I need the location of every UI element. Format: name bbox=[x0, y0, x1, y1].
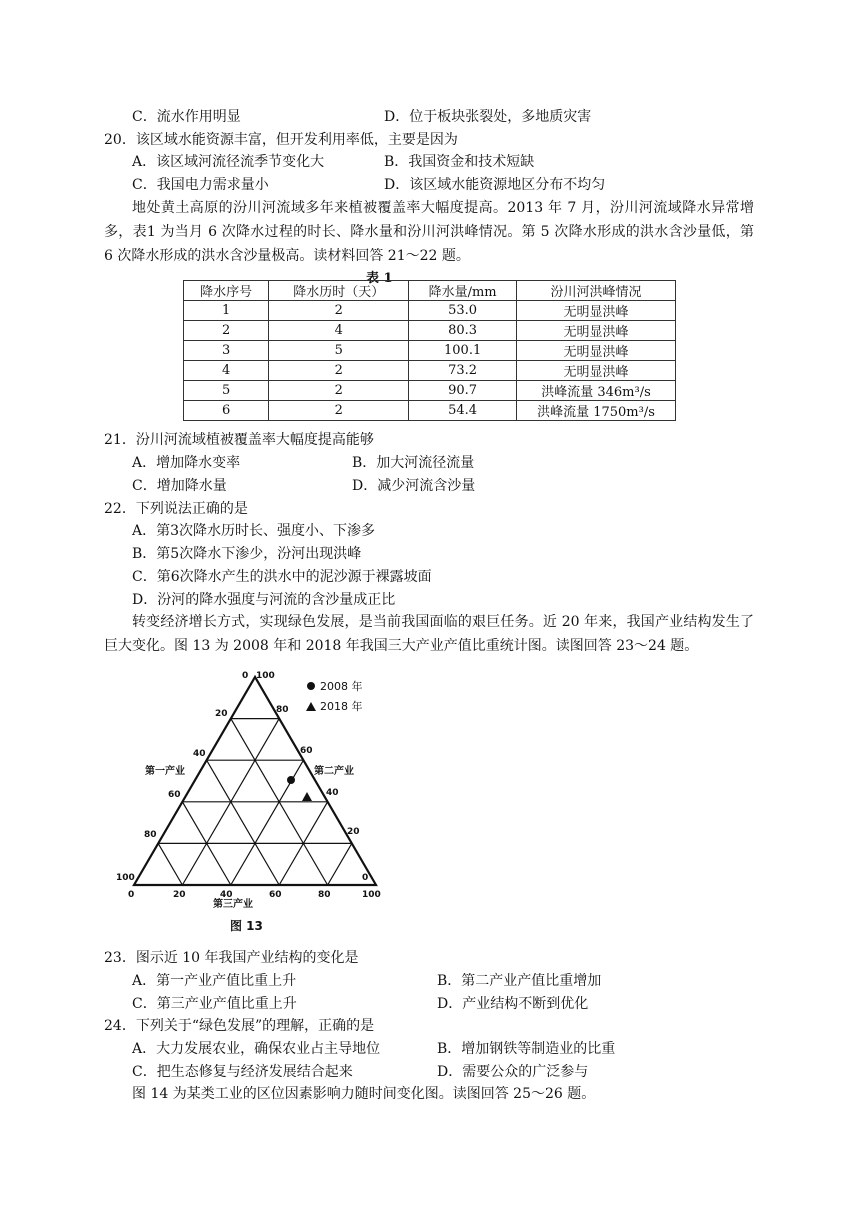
table-cell: 4 bbox=[269, 321, 409, 341]
table-header-cell: 汾川河洪峰情况 bbox=[517, 281, 676, 301]
q24-option-c: C．把生态修复与经济发展结合起来 bbox=[132, 1064, 353, 1080]
table-cell: 2 bbox=[269, 361, 409, 381]
label-tertiary-industry: 第三产业 bbox=[213, 899, 253, 910]
tick-bottom-100: 100 bbox=[362, 890, 381, 900]
table-cell: 100.1 bbox=[409, 341, 517, 361]
table-header-cell: 降水序号 bbox=[184, 281, 269, 301]
table-cell: 53.0 bbox=[409, 301, 517, 321]
point-2008 bbox=[287, 776, 295, 784]
q24-option-a: A．大力发展农业，确保农业占主导地位 bbox=[132, 1041, 381, 1057]
legend-marker-2008 bbox=[307, 682, 315, 690]
tick-left-100: 100 bbox=[116, 873, 135, 883]
table-cell: 4 bbox=[184, 361, 269, 381]
tick-right-0: 0 bbox=[362, 873, 369, 883]
q21-option-a: A．增加降水变率 bbox=[132, 455, 241, 471]
tick-right-80: 80 bbox=[276, 705, 289, 715]
table1 bbox=[183, 280, 676, 421]
table-cell: 无明显洪峰 bbox=[517, 321, 676, 341]
table1-caption: 表 1 bbox=[366, 271, 393, 286]
label-primary-industry: 第一产业 bbox=[145, 766, 185, 777]
legend-2018: 2018 年 bbox=[320, 700, 363, 713]
tick-left-80: 80 bbox=[144, 830, 157, 840]
table-cell: 1 bbox=[184, 301, 269, 321]
q20-option-a: A．该区域河流径流季节变化大 bbox=[132, 154, 325, 170]
table-cell: 3 bbox=[184, 341, 269, 361]
tick-bottom-0: 0 bbox=[128, 890, 135, 900]
tick-left-40: 40 bbox=[193, 749, 206, 759]
q22-option-c: C．第6次降水产生的洪水中的泥沙源于裸露坡面 bbox=[132, 569, 432, 585]
table-cell: 2 bbox=[269, 381, 409, 401]
q24-stem: 24．下列关于“绿色发展”的理解，正确的是 bbox=[104, 1018, 375, 1034]
q24-option-b: B．增加钢铁等制造业的比重 bbox=[437, 1041, 616, 1057]
q20-stem: 20．该区域水能资源丰富，但开发利用率低，主要是因为 bbox=[104, 132, 458, 148]
q23-option-a: A．第一产业产值比重上升 bbox=[132, 973, 297, 989]
table-cell: 2 bbox=[184, 321, 269, 341]
table-row bbox=[184, 341, 676, 361]
passage-figure14-intro: 图 14 为某类工业的区位因素影响力随时间变化图。读图回答 25～26 题。 bbox=[132, 1086, 596, 1102]
table-cell: 无明显洪峰 bbox=[517, 341, 676, 361]
q23-option-c: C．第三产业产值比重上升 bbox=[132, 996, 297, 1012]
table-cell: 洪峰流量 1750m³/s bbox=[517, 401, 676, 421]
table-cell: 6 bbox=[184, 401, 269, 421]
tick-bottom-40: 40 bbox=[220, 890, 233, 900]
table-cell: 54.4 bbox=[409, 401, 517, 421]
q20-option-b: B．我国资金和技术短缺 bbox=[384, 154, 535, 170]
q21-option-c: C．增加降水量 bbox=[132, 478, 227, 494]
table-cell: 洪峰流量 346m³/s bbox=[517, 381, 676, 401]
q19-option-c: C．流水作用明显 bbox=[132, 109, 241, 125]
table-cell: 90.7 bbox=[409, 381, 517, 401]
figure13-ternary-chart bbox=[110, 665, 390, 935]
figure13-caption: 图 13 bbox=[230, 919, 263, 933]
table-cell: 80.3 bbox=[409, 321, 517, 341]
q22-stem: 22．下列说法正确的是 bbox=[104, 501, 248, 517]
table-header-row bbox=[184, 281, 676, 301]
table-cell: 2 bbox=[269, 301, 409, 321]
table-row bbox=[184, 361, 676, 381]
tick-left-0: 0 bbox=[242, 671, 249, 681]
point-2018 bbox=[302, 792, 312, 801]
q23-stem: 23．图示近 10 年我国产业结构的变化是 bbox=[104, 950, 359, 966]
q23-option-b: B．第二产业产值比重增加 bbox=[437, 973, 602, 989]
tick-bottom-80: 80 bbox=[318, 890, 331, 900]
tick-left-60: 60 bbox=[168, 790, 181, 800]
table-cell: 5 bbox=[269, 341, 409, 361]
table-cell: 无明显洪峰 bbox=[517, 301, 676, 321]
tick-bottom-60: 60 bbox=[269, 890, 282, 900]
tick-right-40: 40 bbox=[326, 788, 339, 798]
q21-option-b: B．加大河流径流量 bbox=[352, 455, 475, 471]
q22-option-d: D．汾河的降水强度与河流的含沙量成正比 bbox=[132, 592, 396, 608]
table-header-cell: 降水历时（天） bbox=[269, 281, 409, 301]
table-cell: 5 bbox=[184, 381, 269, 401]
passage-fenchuan: 地处黄土高原的汾川河流域多年来植被覆盖率大幅度提高。2013 年 7 月，汾川河流域降水异常增多，表1 为当月 6 次降水过程的时长、降水量和汾川河洪峰情况。第 5 次降水形成的洪水含沙量低，第 6 次降水形成的洪水含沙量极高。读材料回答 21～22 题。 bbox=[104, 200, 754, 264]
q20-option-c: C．我国电力需求量小 bbox=[132, 177, 269, 193]
table-header-cell: 降水量/mm bbox=[409, 281, 517, 301]
tick-left-20: 20 bbox=[215, 709, 228, 719]
table-row bbox=[184, 401, 676, 421]
q20-option-d: D．该区域水能资源地区分布不均匀 bbox=[384, 177, 606, 193]
q21-option-d: D．减少河流含沙量 bbox=[352, 478, 476, 494]
tick-right-20: 20 bbox=[347, 827, 360, 837]
q22-option-a: A．第3次降水历时长、强度小、下渗多 bbox=[132, 523, 376, 539]
q24-option-d: D．需要公众的广泛参与 bbox=[437, 1064, 589, 1080]
table-cell: 2 bbox=[269, 401, 409, 421]
q21-stem: 21．汾川河流域植被覆盖率大幅度提高能够 bbox=[104, 432, 374, 448]
tick-right-60: 60 bbox=[300, 746, 313, 756]
table-row bbox=[184, 381, 676, 401]
legend-2008: 2008 年 bbox=[320, 680, 363, 693]
legend-marker-2018 bbox=[306, 702, 316, 711]
tick-bottom-20: 20 bbox=[173, 890, 186, 900]
tick-right-100: 100 bbox=[256, 671, 275, 681]
table-cell: 无明显洪峰 bbox=[517, 361, 676, 381]
table-row bbox=[184, 301, 676, 321]
table-row bbox=[184, 321, 676, 341]
q19-option-d: D．位于板块张裂处，多地质灾害 bbox=[384, 109, 592, 125]
q22-option-b: B．第5次降水下渗少，汾河出现洪峰 bbox=[132, 546, 362, 562]
passage-green-development: 转变经济增长方式，实现绿色发展，是当前我国面临的艰巨任务。近 20 年来，我国产业结构发生了巨大变化。图 13 为 2008 年和 2018 年我国三大产业产值比重统计图。读图回答 23～24 题。 bbox=[104, 614, 754, 654]
table-cell: 73.2 bbox=[409, 361, 517, 381]
q23-option-d: D．产业结构不断到优化 bbox=[437, 996, 589, 1012]
label-secondary-industry: 第二产业 bbox=[314, 766, 354, 777]
